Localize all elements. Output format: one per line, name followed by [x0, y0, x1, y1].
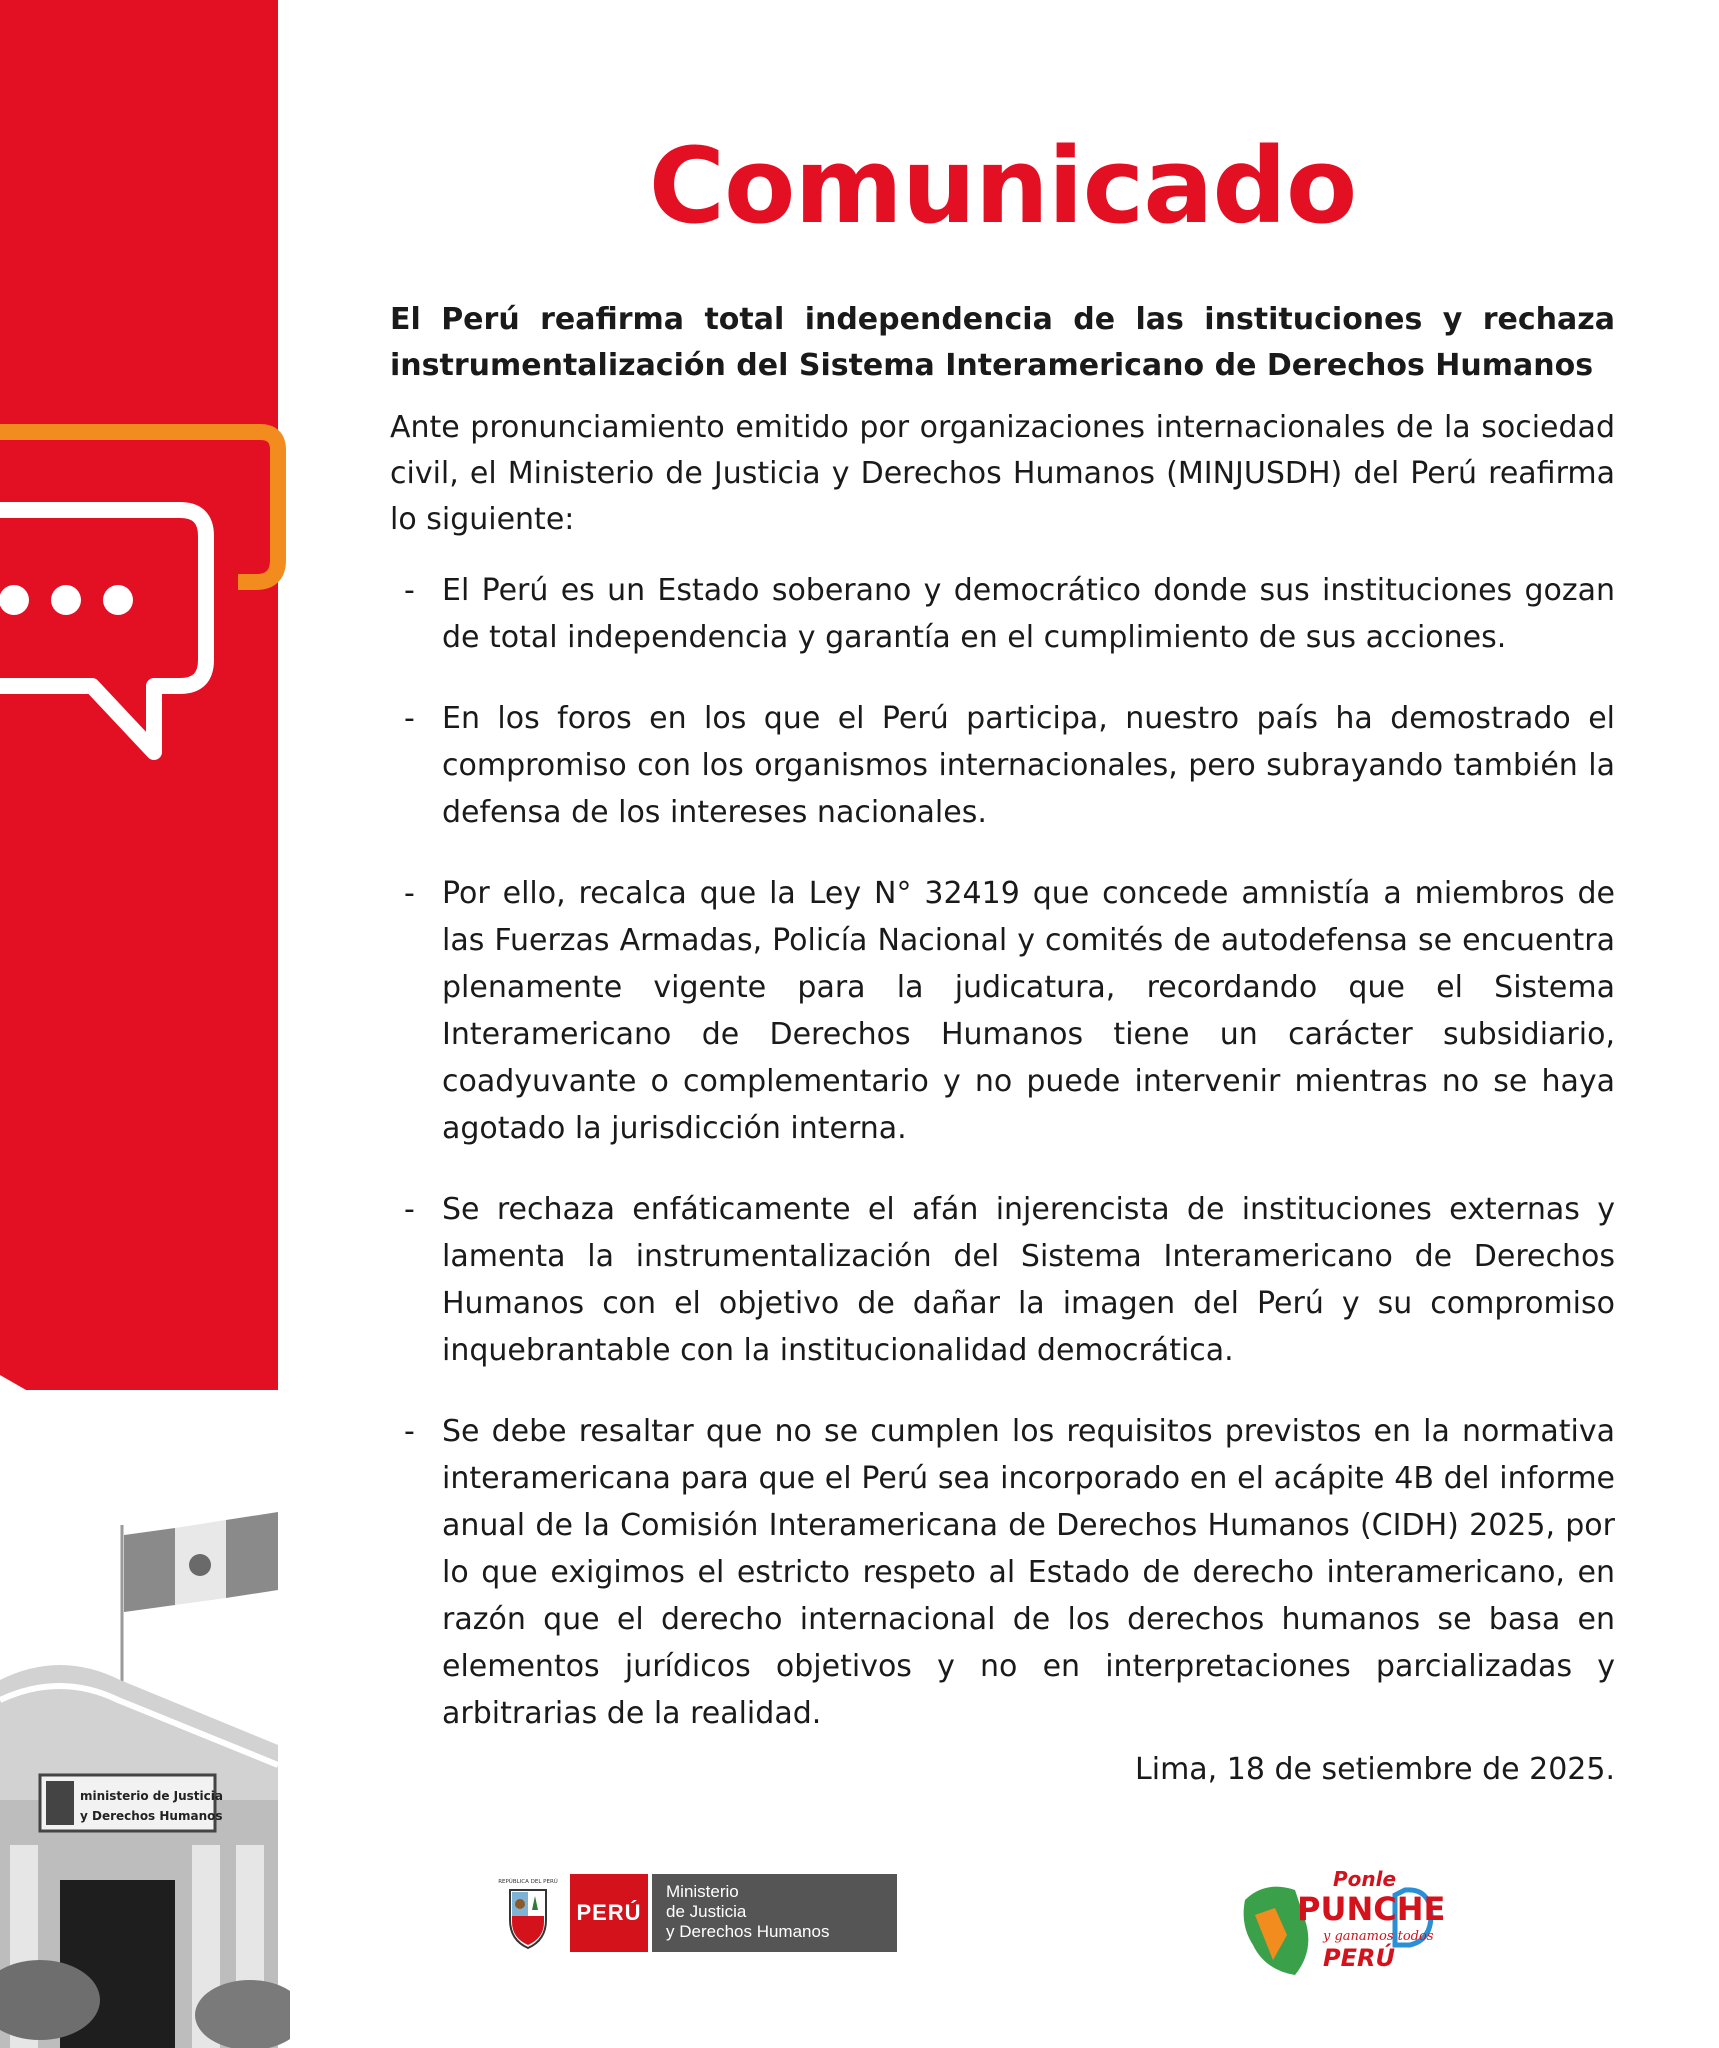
building-sign-line1: ministerio de Justicia — [80, 1789, 223, 1803]
coat-of-arms-icon — [498, 1874, 558, 1952]
ministry-name — [652, 1874, 897, 1952]
ministry-line-3: y Derechos Humanos — [666, 1922, 830, 1941]
ministry-line-1: Ministerio — [666, 1882, 739, 1901]
campaign-line-1: Ponle — [1333, 1867, 1397, 1891]
red-banner — [0, 0, 278, 1535]
bullet-dash: - — [404, 573, 415, 609]
bullet-dash: - — [404, 1192, 415, 1228]
building-sign-line2: y Derechos Humanos — [80, 1809, 223, 1823]
peru-label: PERÚ — [570, 1874, 648, 1952]
document-body — [390, 125, 1615, 1793]
list-item — [390, 870, 1615, 1152]
ponle-punche-logo — [1235, 1860, 1445, 1990]
points-list — [390, 567, 1615, 1737]
bullet-dash: - — [404, 701, 415, 737]
campaign-line-3: y ganamos todos — [1323, 1929, 1434, 1944]
list-item — [390, 567, 1615, 661]
headline: El Perú reafirma total independencia de las instituciones y rechaza instrumentalización del Sistema Interamericano de Derechos Humanos — [390, 302, 1615, 384]
list-item-text: En los foros en los que el Perú participa, nuestro país ha demostrado el compromiso con los organismos internacionales, pero subrayando también la defensa de los intereses nacionales. — [442, 701, 1615, 831]
intro-paragraph: Ante pronunciamiento emitido por organizaciones internacionales de la sociedad civil, el Ministerio de Justicia y Derechos Humanos (MINJUSDH) del Perú reafirma lo siguiente: — [390, 410, 1615, 538]
list-item — [390, 1186, 1615, 1374]
ministry-building-photo — [0, 1390, 290, 2048]
building-sign — [40, 1775, 223, 1831]
list-item-text: Se debe resaltar que no se cumplen los requisitos previstos en la normativa interamericana para que el Perú sea incorporado en el acápite 4B del informe anual de la Comisión Interamericana de Derechos Humanos (CIDH) 2025, por lo que exigimos el estricto respeto al Estado de derecho interamericano, en razón que el derecho internacional de los derechos humanos se basa en elementos jurídicos objetivos y no en interpretaciones parcializadas y arbitrarias de la realidad. — [442, 1414, 1615, 1732]
campaign-line-2: PUNCHE — [1297, 1890, 1445, 1928]
list-item-text: Se rechaza enfáticamente el afán injerencista de instituciones externas y lamenta la instrumentalización del Sistema Interamericano de Derechos Humanos con el objetivo de dañar la imagen del Perú y su compromiso inquebrantable con la institucionalidad democrática. — [442, 1192, 1615, 1369]
list-item — [390, 1408, 1615, 1737]
shield-caption: REPÚBLICA DEL PERÚ — [498, 1879, 558, 1885]
list-item-text: Por ello, recalca que la Ley N° 32419 que concede amnistía a miembros de las Fuerzas Armadas, Policía Nacional y comités de autodefensa se encuentra plenamente vigente para la judicatura, recordando que el Sistema Interamericano de Derechos Humanos tiene un carácter subsidiario, coadyuvante o complementario y no puede intervenir mientras no se haya agotado la jurisdicción interna. — [442, 876, 1615, 1147]
page-title: Comunicado — [648, 125, 1357, 247]
ministry-logo — [498, 1874, 897, 1952]
bullet-dash: - — [404, 1414, 415, 1450]
place-date: Lima, 18 de setiembre de 2025. — [1135, 1752, 1615, 1788]
bullet-dash: - — [404, 876, 415, 912]
campaign-line-4: PERÚ — [1323, 1944, 1395, 1972]
ministry-line-2: de Justicia — [666, 1902, 747, 1921]
list-item-text: El Perú es un Estado soberano y democrático donde sus instituciones gozan de total independencia y garantía en el cumplimiento de sus acciones. — [442, 573, 1615, 656]
list-item — [390, 695, 1615, 836]
side-decoration — [0, 0, 290, 2048]
